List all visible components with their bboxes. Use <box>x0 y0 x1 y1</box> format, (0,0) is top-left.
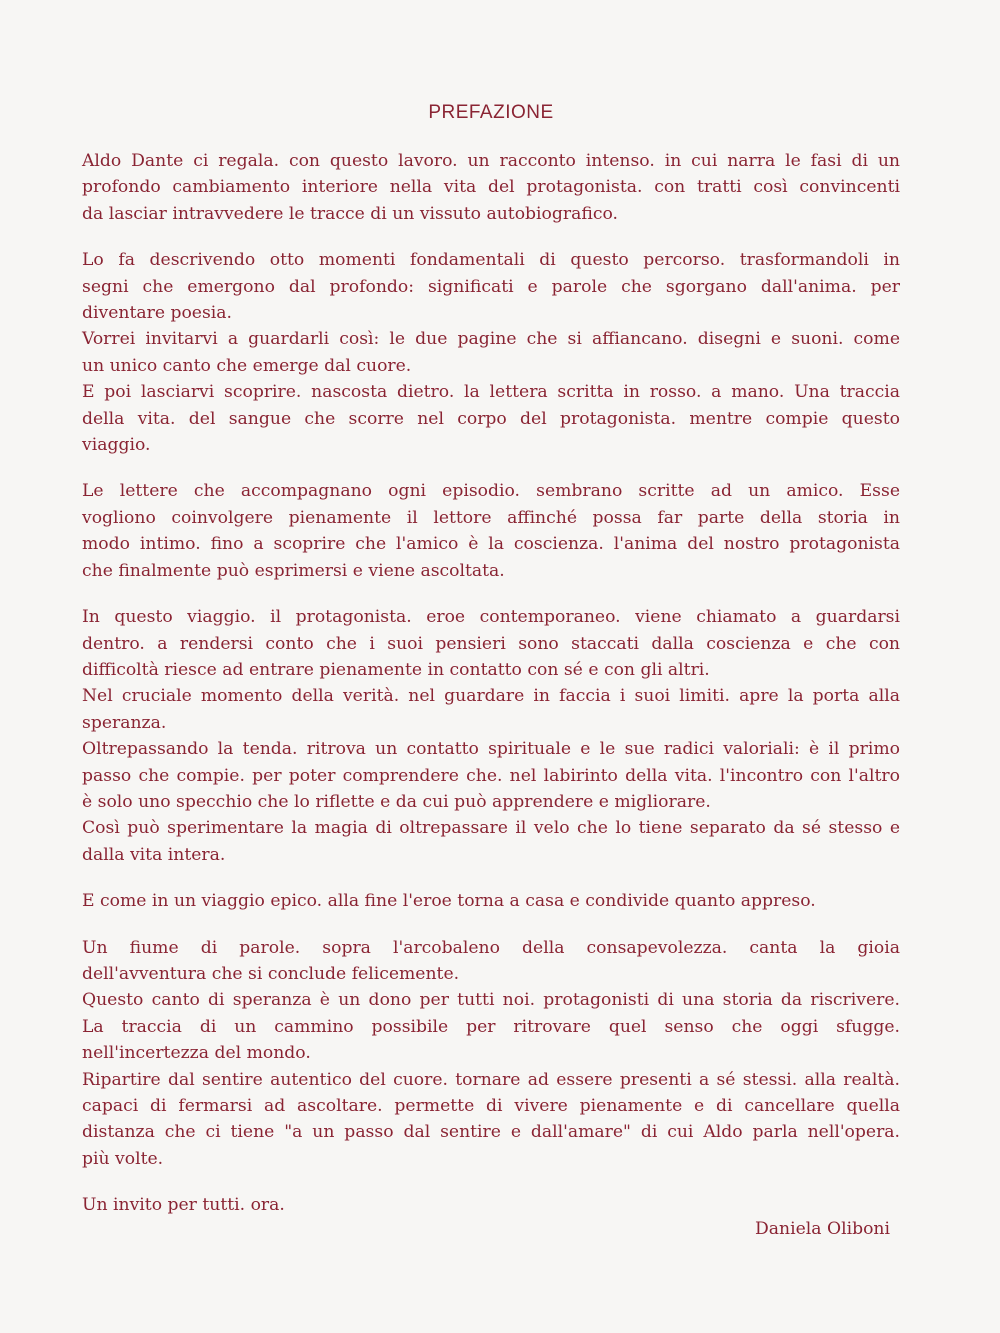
text-line: difficoltà riesce ad entrare pienamente in contatto con sé e con gli altri. <box>82 659 710 680</box>
text-line: Un fiume di parole. sopra l'arcobaleno della consapevolezza. canta la gioia <box>82 937 900 958</box>
paragraph <box>82 888 900 914</box>
text-line: è solo uno specchio che lo riflette e da cui può apprendere e migliorare. <box>82 791 711 812</box>
text-line: segni che emergono dal profondo: significati e parole che sgorgano dall'anima. per <box>82 276 900 297</box>
text-line: Un invito per tutti. ora. <box>82 1195 285 1216</box>
text-line: un unico canto che emerge dal cuore. <box>82 355 412 376</box>
text-line: In questo viaggio. il protagonista. eroe contemporaneo. viene chiamato a guardarsi <box>82 607 900 628</box>
page-title: PREFAZIONE <box>428 102 554 123</box>
text-line: Nel cruciale momento della verità. nel guardare in faccia i suoi limiti. apre la porta alla <box>82 686 900 707</box>
text-line: profondo cambiamento interiore nella vita del protagonista. con tratti così convincenti <box>82 177 900 198</box>
text-line: Le lettere che accompagnano ogni episodio. sembrano scritte ad un amico. Esse <box>82 481 900 502</box>
text-line: Questo canto di speranza è un dono per tutti noi. protagonisti di una storia da riscrivere. <box>82 990 900 1011</box>
text-line: che finalmente può esprimersi e viene ascoltata. <box>82 560 505 581</box>
author-signature: Daniela Oliboni <box>755 1219 890 1239</box>
text-line: E poi lasciarvi scoprire. nascosta dietro. la lettera scritta in rosso. a mano. Una traccia <box>82 382 900 403</box>
text-line: nell'incertezza del mondo. <box>82 1043 311 1064</box>
text-line: vogliono coinvolgere pienamente il lettore affinché possa far parte della storia in <box>82 507 900 528</box>
text-line: dell'avventura che si conclude felicemente. <box>82 963 460 984</box>
text-line: diventare poesia. <box>82 303 233 324</box>
paragraph <box>82 148 900 227</box>
text-line: Aldo Dante ci regala. con questo lavoro. un racconto intenso. in cui narra le fasi di un <box>82 151 900 171</box>
paragraph <box>82 478 900 584</box>
paragraph <box>82 1192 900 1218</box>
text-line: capaci di fermarsi ad ascoltare. permette di vivere pienamente e di cancellare quella <box>82 1096 900 1116</box>
text-line: Ripartire dal sentire autentico del cuore. tornare ad essere presenti a sé stessi. alla realtà. <box>82 1069 900 1090</box>
text-line: da lasciar intravvedere le tracce di un vissuto autobiografico. <box>82 203 618 224</box>
text-line: Oltrepassando la tenda. ritrova un contatto spirituale e le sue radici valoriali: è il primo <box>82 739 900 760</box>
text-line: distanza che ci tiene "a un passo dal sentire e dall'amare" di cui Aldo parla nell'opera. <box>82 1122 900 1143</box>
text-line: più volte. <box>82 1148 164 1169</box>
paragraph <box>82 247 900 458</box>
preface-body <box>82 148 900 1239</box>
text-line: modo intimo. fino a scoprire che l'amico è la coscienza. l'anima del nostro protagonista <box>82 534 900 555</box>
text-line: passo che compie. per poter comprendere che. nel labirinto della vita. l'incontro con l'altro <box>82 765 900 786</box>
text-line: Vorrei invitarvi a guardarli così: le due pagine che si affiancano. disegni e suoni. come <box>82 329 900 350</box>
paragraph <box>82 604 900 868</box>
text-line: E come in un viaggio epico. alla fine l'eroe torna a casa e condivide quanto appreso. <box>82 891 816 912</box>
text-line: della vita. del sangue che scorre nel corpo del protagonista. mentre compie questo <box>82 408 900 429</box>
text-line: La traccia di un cammino possibile per ritrovare quel senso che oggi sfugge. <box>82 1016 900 1037</box>
text-line: Così può sperimentare la magia di oltrepassare il velo che lo tiene separato da sé stesso e <box>82 818 900 839</box>
text-line: dentro. a rendersi conto che i suoi pensieri sono staccati dalla coscienza e che con <box>82 633 900 654</box>
paragraph <box>82 935 900 1173</box>
text-line: Lo fa descrivendo otto momenti fondamentali di questo percorso. trasformandoli in <box>82 250 900 271</box>
text-line: speranza. <box>82 712 167 733</box>
text-line: dalla vita intera. <box>82 844 226 865</box>
text-line: viaggio. <box>82 435 151 456</box>
